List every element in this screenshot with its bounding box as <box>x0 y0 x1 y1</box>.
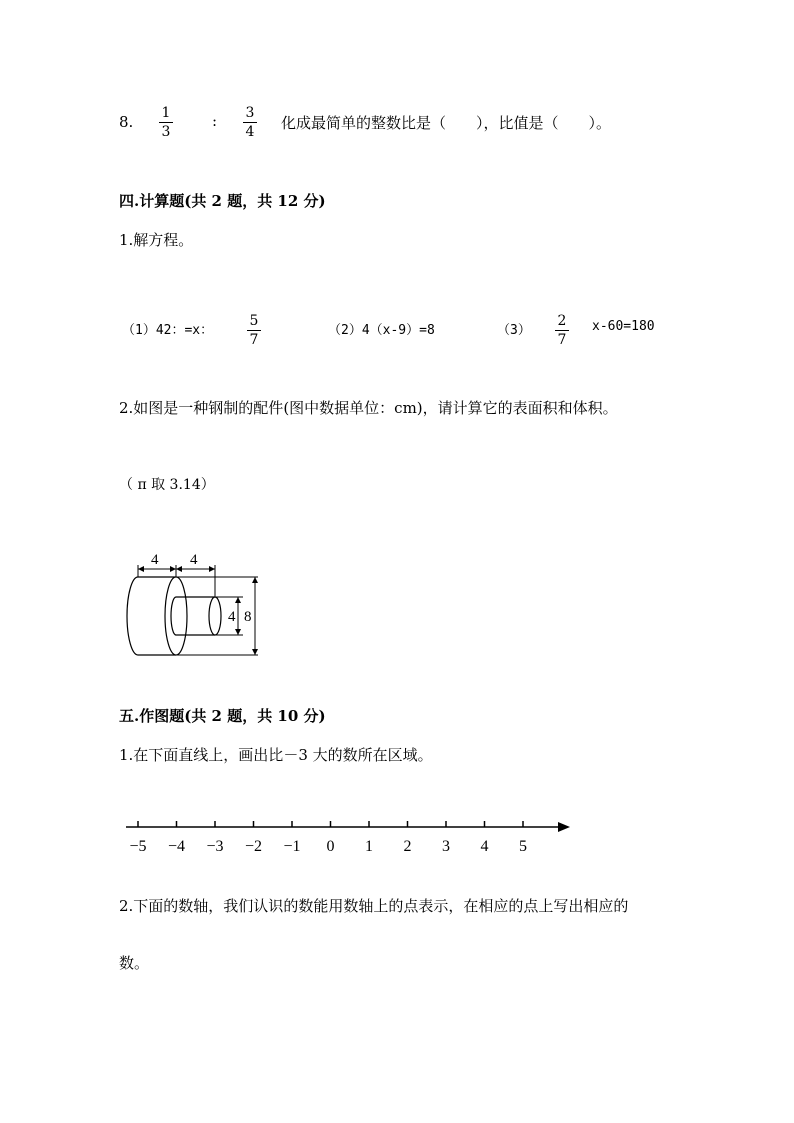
fraction-numerator: 5 <box>249 313 259 329</box>
tick-label: −3 <box>206 838 224 855</box>
question-label: 1.在下面直线上，画出比－3 大的数所在区域。 <box>119 746 433 764</box>
fraction-five-sevenths <box>247 313 261 348</box>
arrow-right-icon <box>558 822 570 832</box>
question-text-line1: 2.下面的数轴，我们认识的数能用数轴上的点表示，在相应的点上写出相应的 <box>119 897 629 915</box>
question-text-line2: 数。 <box>119 954 150 972</box>
ratio-colon: : <box>212 112 218 130</box>
fraction-numerator: 3 <box>245 105 255 121</box>
equation-3-label: （3） <box>497 323 531 338</box>
fraction-numerator: 2 <box>557 313 567 329</box>
steel-part-figure <box>118 545 268 660</box>
tick-label: −2 <box>244 838 263 855</box>
tick-label: 5 <box>519 838 527 855</box>
question-label: 1.解方程。 <box>119 231 194 249</box>
dimension-label: 4 <box>151 552 159 568</box>
tick-label: 4 <box>480 838 489 855</box>
tick-label: 3 <box>442 838 450 855</box>
tick-label: −4 <box>167 838 186 855</box>
equation-3: x-60=180 <box>592 319 655 334</box>
tick-label: 1 <box>365 838 373 855</box>
fraction-three-fourths <box>243 105 257 140</box>
tick-label: −5 <box>129 838 147 855</box>
fraction-denominator: 7 <box>557 332 567 348</box>
fraction-denominator: 7 <box>249 332 259 348</box>
tick-label: 0 <box>326 838 335 855</box>
number-line[interactable] <box>118 815 578 860</box>
fraction-numerator: 1 <box>161 105 171 121</box>
dimension-label: 4 <box>190 552 198 568</box>
pi-note: （ π 取 3.14） <box>119 477 215 493</box>
equation-2: （2）4（x-9）=8 <box>328 323 435 338</box>
dimension-label: 4 <box>228 609 236 625</box>
fraction-two-sevenths <box>555 313 569 348</box>
section-title: 五.作图题(共 2 题，共 10 分) <box>119 707 326 725</box>
dimension-label: 8 <box>244 609 252 625</box>
question-number: 8. <box>119 113 134 131</box>
tick-label: −1 <box>283 838 301 855</box>
section-title: 四.计算题(共 2 题，共 12 分) <box>119 192 326 210</box>
fraction-denominator: 4 <box>245 124 255 140</box>
fraction-denominator: 3 <box>161 124 171 140</box>
equation-1: （1）42：=x： <box>122 323 214 338</box>
question-text: 化成最简单的整数比是（ ），比值是（ ）。 <box>281 114 612 132</box>
question-label: 2.如图是一种钢制的配件(图中数据单位：cm)，请计算它的表面积和体积。 <box>119 399 618 417</box>
tick-label: 2 <box>403 838 412 855</box>
fraction-one-third <box>159 105 173 140</box>
